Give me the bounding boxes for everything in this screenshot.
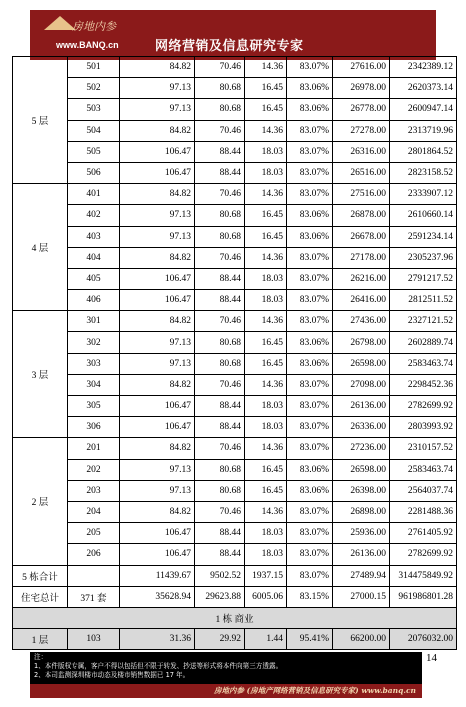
commercial-cell: 103 — [68, 628, 120, 649]
floor-area: 84.82 — [120, 438, 195, 459]
unit-price: 26678.00 — [333, 226, 390, 247]
efficiency-rate: 83.07% — [287, 162, 333, 183]
shared-area: 16.45 — [245, 353, 287, 374]
usable-area: 88.44 — [195, 417, 245, 438]
unit-number: 502 — [68, 78, 120, 99]
usable-area: 70.46 — [195, 311, 245, 332]
total-label: 5 栋合计 — [13, 565, 68, 586]
shared-area: 14.36 — [245, 184, 287, 205]
table-row — [13, 544, 457, 565]
total-cell: 1937.15 — [245, 565, 287, 586]
unit-number: 305 — [68, 396, 120, 417]
company-logo — [34, 14, 154, 56]
unit-price: 27098.00 — [333, 374, 390, 395]
floor-area: 84.82 — [120, 311, 195, 332]
efficiency-rate: 83.07% — [287, 523, 333, 544]
total-price: 2591234.14 — [390, 226, 457, 247]
total-price: 2801864.52 — [390, 141, 457, 162]
unit-number: 202 — [68, 459, 120, 480]
total-price: 2812511.52 — [390, 290, 457, 311]
floor-area: 97.13 — [120, 332, 195, 353]
usable-area: 88.44 — [195, 523, 245, 544]
table-row — [13, 417, 457, 438]
unit-number: 402 — [68, 205, 120, 226]
usable-area: 88.44 — [195, 396, 245, 417]
notes-line-2: 2、本司监测深圳楼市动态及楼市销售数据已 17 年。 — [34, 671, 190, 679]
unit-price: 26216.00 — [333, 268, 390, 289]
floor-label: 2 层 — [13, 438, 68, 565]
table-row — [13, 226, 457, 247]
floor-area: 106.47 — [120, 396, 195, 417]
table-row — [13, 523, 457, 544]
floor-area: 84.82 — [120, 501, 195, 522]
unit-price: 26878.00 — [333, 205, 390, 226]
floor-area: 106.47 — [120, 162, 195, 183]
efficiency-rate: 83.07% — [287, 141, 333, 162]
table-row — [13, 501, 457, 522]
usable-area: 70.46 — [195, 57, 245, 78]
floor-area: 97.13 — [120, 480, 195, 501]
total-cell: 371 套 — [68, 586, 120, 607]
total-cell: 35628.94 — [120, 586, 195, 607]
commercial-cell: 1.44 — [245, 628, 287, 649]
total-cell: 83.15% — [287, 586, 333, 607]
notes-box — [30, 652, 422, 686]
table-row — [13, 311, 457, 332]
unit-number: 403 — [68, 226, 120, 247]
table-row — [13, 247, 457, 268]
total-cell: 83.07% — [287, 565, 333, 586]
unit-number: 401 — [68, 184, 120, 205]
usable-area: 70.46 — [195, 247, 245, 268]
usable-area: 70.46 — [195, 501, 245, 522]
efficiency-rate: 83.06% — [287, 480, 333, 501]
floor-area: 84.82 — [120, 184, 195, 205]
commercial-cell: 95.41% — [287, 628, 333, 649]
unit-number: 404 — [68, 247, 120, 268]
floor-label: 3 层 — [13, 311, 68, 438]
unit-number: 503 — [68, 99, 120, 120]
table-row — [13, 57, 457, 78]
commercial-cell: 2076032.00 — [390, 628, 457, 649]
shared-area: 14.36 — [245, 311, 287, 332]
unit-number: 306 — [68, 417, 120, 438]
total-price: 2310157.52 — [390, 438, 457, 459]
total-price: 2564037.74 — [390, 480, 457, 501]
table-row — [13, 141, 457, 162]
table-row — [13, 268, 457, 289]
floor-area: 97.13 — [120, 205, 195, 226]
efficiency-rate: 83.06% — [287, 99, 333, 120]
total-price: 2342389.12 — [390, 57, 457, 78]
table-row — [13, 120, 457, 141]
efficiency-rate: 83.06% — [287, 226, 333, 247]
floor-area: 97.13 — [120, 459, 195, 480]
table-row — [13, 396, 457, 417]
usable-area: 88.44 — [195, 268, 245, 289]
shared-area: 16.45 — [245, 480, 287, 501]
shared-area: 18.03 — [245, 523, 287, 544]
unit-price: 25936.00 — [333, 523, 390, 544]
total-price: 2298452.36 — [390, 374, 457, 395]
efficiency-rate: 83.07% — [287, 438, 333, 459]
usable-area: 70.46 — [195, 438, 245, 459]
shared-area: 14.36 — [245, 501, 287, 522]
unit-price: 26136.00 — [333, 396, 390, 417]
unit-price: 27516.00 — [333, 184, 390, 205]
logo-url: www.BANQ.cn — [56, 40, 119, 50]
commercial-row — [13, 628, 457, 649]
unit-price: 26778.00 — [333, 99, 390, 120]
usable-area: 80.68 — [195, 205, 245, 226]
total-cell: 9502.52 — [195, 565, 245, 586]
commercial-cell: 29.92 — [195, 628, 245, 649]
usable-area: 80.68 — [195, 226, 245, 247]
usable-area: 80.68 — [195, 480, 245, 501]
total-price: 2327121.52 — [390, 311, 457, 332]
shared-area: 16.45 — [245, 205, 287, 226]
total-price: 2782699.92 — [390, 544, 457, 565]
table-row — [13, 99, 457, 120]
floor-label: 5 层 — [13, 57, 68, 184]
shared-area: 18.03 — [245, 268, 287, 289]
unit-number: 304 — [68, 374, 120, 395]
floor-area: 97.13 — [120, 99, 195, 120]
table-row — [13, 332, 457, 353]
efficiency-rate: 83.06% — [287, 353, 333, 374]
notes-line-1: 1、本件版权专属，客户不得以包括但不限于转发、抄送等形式将本件向第三方透露。 — [34, 662, 283, 670]
unit-price: 27436.00 — [333, 311, 390, 332]
efficiency-rate: 83.06% — [287, 205, 333, 226]
usable-area: 80.68 — [195, 353, 245, 374]
total-cell: 29623.88 — [195, 586, 245, 607]
floor-area: 97.13 — [120, 226, 195, 247]
notes-heading: 注： — [34, 653, 48, 661]
shared-area: 14.36 — [245, 57, 287, 78]
total-price: 2281488.36 — [390, 501, 457, 522]
efficiency-rate: 83.07% — [287, 290, 333, 311]
shared-area: 18.03 — [245, 290, 287, 311]
unit-price: 27278.00 — [333, 120, 390, 141]
efficiency-rate: 83.07% — [287, 268, 333, 289]
shared-area: 18.03 — [245, 396, 287, 417]
unit-price: 26136.00 — [333, 544, 390, 565]
floor-area: 106.47 — [120, 290, 195, 311]
unit-number: 505 — [68, 141, 120, 162]
efficiency-rate: 83.06% — [287, 459, 333, 480]
unit-number: 206 — [68, 544, 120, 565]
unit-price: 26798.00 — [333, 332, 390, 353]
table-row — [13, 480, 457, 501]
total-price: 2791217.52 — [390, 268, 457, 289]
unit-price: 27236.00 — [333, 438, 390, 459]
commercial-cell: 66200.00 — [333, 628, 390, 649]
total-price: 2803993.92 — [390, 417, 457, 438]
efficiency-rate: 83.07% — [287, 374, 333, 395]
total-row-building — [13, 565, 457, 586]
table-row — [13, 459, 457, 480]
efficiency-rate: 83.07% — [287, 311, 333, 332]
commercial-section-header — [13, 607, 457, 628]
table-row — [13, 162, 457, 183]
total-price: 2600947.14 — [390, 99, 457, 120]
unit-price: 26316.00 — [333, 141, 390, 162]
floor-area: 84.82 — [120, 374, 195, 395]
unit-number: 204 — [68, 501, 120, 522]
total-cell — [68, 565, 120, 586]
floor-area: 106.47 — [120, 141, 195, 162]
unit-price: 26336.00 — [333, 417, 390, 438]
total-row-residential — [13, 586, 457, 607]
footer-banner — [30, 684, 422, 698]
total-price: 2610660.14 — [390, 205, 457, 226]
footer-text: 房地内参 (房地产网络营销及信息研究专家) www.banq.cn — [214, 686, 416, 695]
floor-area: 106.47 — [120, 268, 195, 289]
efficiency-rate: 83.07% — [287, 396, 333, 417]
usable-area: 70.46 — [195, 120, 245, 141]
unit-number: 406 — [68, 290, 120, 311]
shared-area: 14.36 — [245, 120, 287, 141]
shared-area: 16.45 — [245, 99, 287, 120]
shared-area: 18.03 — [245, 141, 287, 162]
usable-area: 80.68 — [195, 99, 245, 120]
shared-area: 18.03 — [245, 162, 287, 183]
unit-number: 501 — [68, 57, 120, 78]
total-cell: 6005.06 — [245, 586, 287, 607]
usable-area: 70.46 — [195, 374, 245, 395]
unit-price: 26598.00 — [333, 353, 390, 374]
total-price: 2583463.74 — [390, 353, 457, 374]
header-banner — [30, 10, 436, 60]
total-price: 2761405.92 — [390, 523, 457, 544]
efficiency-rate: 83.07% — [287, 184, 333, 205]
efficiency-rate: 83.07% — [287, 501, 333, 522]
total-price: 2313719.96 — [390, 120, 457, 141]
efficiency-rate: 83.07% — [287, 57, 333, 78]
usable-area: 88.44 — [195, 141, 245, 162]
usable-area: 80.68 — [195, 78, 245, 99]
floor-area: 84.82 — [120, 120, 195, 141]
unit-number: 302 — [68, 332, 120, 353]
floor-label: 1 层 — [13, 628, 68, 649]
unit-number: 203 — [68, 480, 120, 501]
total-cell: 27489.94 — [333, 565, 390, 586]
table-row — [13, 438, 457, 459]
total-label: 住宅总计 — [13, 586, 68, 607]
table-row — [13, 374, 457, 395]
unit-price: 26978.00 — [333, 78, 390, 99]
commercial-cell: 31.36 — [120, 628, 195, 649]
unit-price: 26416.00 — [333, 290, 390, 311]
shared-area: 18.03 — [245, 417, 287, 438]
efficiency-rate: 83.07% — [287, 247, 333, 268]
total-cell: 27000.15 — [333, 586, 390, 607]
usable-area: 88.44 — [195, 162, 245, 183]
floor-label: 4 层 — [13, 184, 68, 311]
unit-price: 26898.00 — [333, 501, 390, 522]
total-price: 2333907.12 — [390, 184, 457, 205]
table-row — [13, 184, 457, 205]
total-price: 2620373.14 — [390, 78, 457, 99]
total-cell: 314475849.92 — [390, 565, 457, 586]
floor-area: 106.47 — [120, 417, 195, 438]
table-row — [13, 78, 457, 99]
unit-number: 303 — [68, 353, 120, 374]
usable-area: 88.44 — [195, 290, 245, 311]
section-label: 1 栋 商业 — [13, 607, 457, 628]
shared-area: 14.36 — [245, 374, 287, 395]
floor-area: 97.13 — [120, 78, 195, 99]
header-title: 网络营销及信息研究专家 — [155, 39, 304, 54]
total-price: 2602889.74 — [390, 332, 457, 353]
efficiency-rate: 83.06% — [287, 78, 333, 99]
page-number: 14 — [426, 652, 437, 664]
total-price: 2823158.52 — [390, 162, 457, 183]
unit-number: 504 — [68, 120, 120, 141]
shared-area: 16.45 — [245, 459, 287, 480]
table-row — [13, 290, 457, 311]
unit-number: 506 — [68, 162, 120, 183]
usable-area: 70.46 — [195, 184, 245, 205]
total-price: 2305237.96 — [390, 247, 457, 268]
floor-area: 106.47 — [120, 544, 195, 565]
unit-price: 26398.00 — [333, 480, 390, 501]
price-table — [12, 56, 457, 650]
logo-name: 房地内参 — [72, 20, 116, 33]
unit-price: 26598.00 — [333, 459, 390, 480]
table-row — [13, 205, 457, 226]
shared-area: 16.45 — [245, 226, 287, 247]
shared-area: 18.03 — [245, 544, 287, 565]
total-price: 2782699.92 — [390, 396, 457, 417]
floor-area: 106.47 — [120, 523, 195, 544]
usable-area: 80.68 — [195, 459, 245, 480]
unit-number: 301 — [68, 311, 120, 332]
shared-area: 14.36 — [245, 438, 287, 459]
efficiency-rate: 83.06% — [287, 332, 333, 353]
efficiency-rate: 83.07% — [287, 417, 333, 438]
total-price: 2583463.74 — [390, 459, 457, 480]
usable-area: 88.44 — [195, 544, 245, 565]
floor-area: 84.82 — [120, 57, 195, 78]
shared-area: 16.45 — [245, 78, 287, 99]
table-row — [13, 353, 457, 374]
unit-price: 26516.00 — [333, 162, 390, 183]
unit-number: 205 — [68, 523, 120, 544]
unit-price: 27178.00 — [333, 247, 390, 268]
total-cell: 961986801.28 — [390, 586, 457, 607]
unit-number: 405 — [68, 268, 120, 289]
total-cell: 11439.67 — [120, 565, 195, 586]
floor-area: 84.82 — [120, 247, 195, 268]
usable-area: 80.68 — [195, 332, 245, 353]
unit-price: 27616.00 — [333, 57, 390, 78]
unit-number: 201 — [68, 438, 120, 459]
efficiency-rate: 83.07% — [287, 544, 333, 565]
shared-area: 16.45 — [245, 332, 287, 353]
efficiency-rate: 83.07% — [287, 120, 333, 141]
shared-area: 14.36 — [245, 247, 287, 268]
floor-area: 97.13 — [120, 353, 195, 374]
